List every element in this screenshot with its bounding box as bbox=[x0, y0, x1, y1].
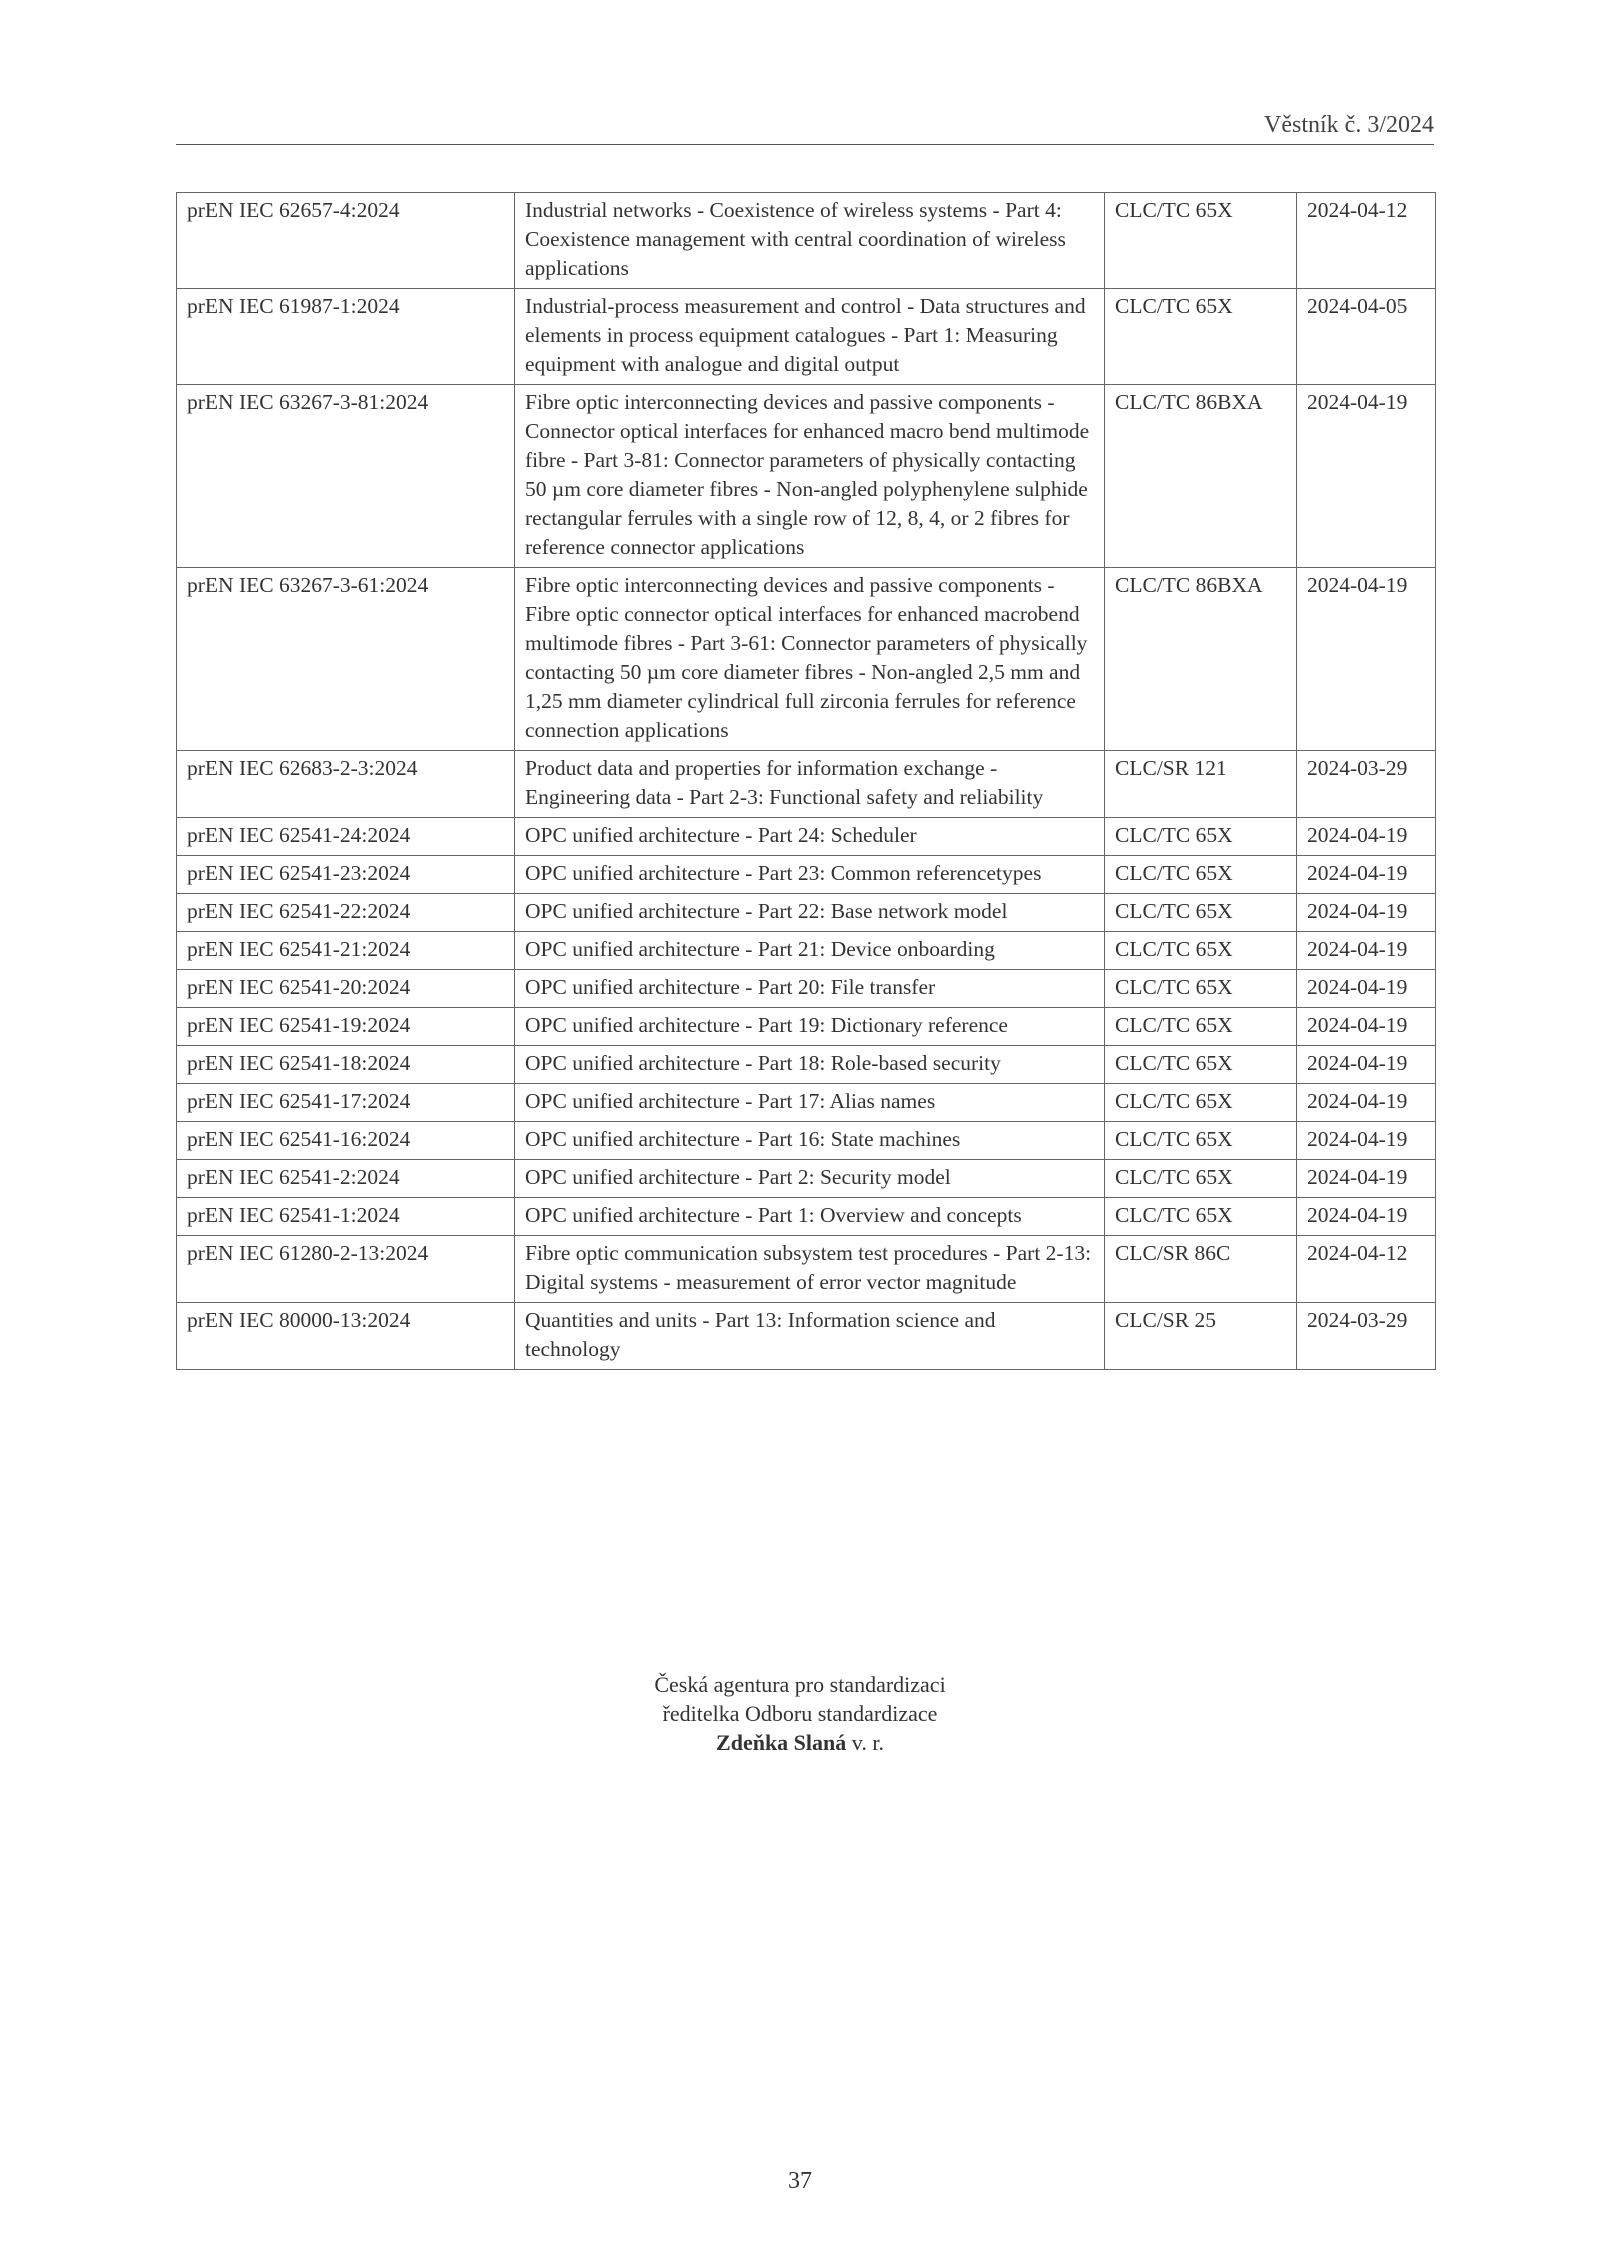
standard-code-cell: prEN IEC 61987-1:2024 bbox=[177, 289, 515, 385]
table-row bbox=[177, 1198, 1436, 1236]
standard-title-cell: OPC unified architecture - Part 22: Base network model bbox=[515, 894, 1105, 932]
committee-cell: CLC/TC 65X bbox=[1105, 970, 1297, 1008]
table-row bbox=[177, 751, 1436, 818]
standard-title-cell: Industrial networks - Coexistence of wireless systems - Part 4: Coexistence management with central coordination of wireless applications bbox=[515, 193, 1105, 289]
standard-code-cell: prEN IEC 62683-2-3:2024 bbox=[177, 751, 515, 818]
standard-title-cell: OPC unified architecture - Part 17: Alias names bbox=[515, 1084, 1105, 1122]
signature-block bbox=[0, 1670, 1600, 1757]
table-row bbox=[177, 894, 1436, 932]
standard-code-cell: prEN IEC 62541-22:2024 bbox=[177, 894, 515, 932]
committee-cell: CLC/TC 86BXA bbox=[1105, 568, 1297, 751]
committee-cell: CLC/TC 65X bbox=[1105, 818, 1297, 856]
deadline-date-cell: 2024-04-19 bbox=[1297, 1198, 1436, 1236]
table-row bbox=[177, 1008, 1436, 1046]
standard-title-cell: Fibre optic communication subsystem test procedures - Part 2-13: Digital systems - measurement of error vector magnitude bbox=[515, 1236, 1105, 1303]
standards-table-body bbox=[177, 193, 1436, 1370]
table-row bbox=[177, 289, 1436, 385]
standard-title-cell: OPC unified architecture - Part 18: Role-based security bbox=[515, 1046, 1105, 1084]
table-row bbox=[177, 818, 1436, 856]
table-row bbox=[177, 1084, 1436, 1122]
committee-cell: CLC/TC 65X bbox=[1105, 856, 1297, 894]
committee-cell: CLC/TC 65X bbox=[1105, 932, 1297, 970]
table-row bbox=[177, 1303, 1436, 1370]
committee-cell: CLC/TC 65X bbox=[1105, 1198, 1297, 1236]
table-row bbox=[177, 1160, 1436, 1198]
signature-suffix: v. r. bbox=[846, 1730, 884, 1755]
deadline-date-cell: 2024-04-05 bbox=[1297, 289, 1436, 385]
committee-cell: CLC/SR 121 bbox=[1105, 751, 1297, 818]
deadline-date-cell: 2024-04-19 bbox=[1297, 568, 1436, 751]
standard-title-cell: OPC unified architecture - Part 19: Dictionary reference bbox=[515, 1008, 1105, 1046]
deadline-date-cell: 2024-04-19 bbox=[1297, 970, 1436, 1008]
committee-cell: CLC/TC 65X bbox=[1105, 1046, 1297, 1084]
standard-title-cell: OPC unified architecture - Part 21: Device onboarding bbox=[515, 932, 1105, 970]
signatory-role: ředitelka Odboru standardizace bbox=[662, 1701, 938, 1726]
deadline-date-cell: 2024-04-19 bbox=[1297, 1084, 1436, 1122]
deadline-date-cell: 2024-04-19 bbox=[1297, 894, 1436, 932]
committee-cell: CLC/TC 65X bbox=[1105, 1008, 1297, 1046]
committee-cell: CLC/SR 25 bbox=[1105, 1303, 1297, 1370]
deadline-date-cell: 2024-04-19 bbox=[1297, 1122, 1436, 1160]
table-row bbox=[177, 1236, 1436, 1303]
standard-title-cell: Fibre optic interconnecting devices and passive components - Fibre optic connector optical interfaces for enhanced macrobend multimode fibres - Part 3-61: Connector parameters of physically contacting 50 µm core diameter fibres - Non-angled 2,5 mm and 1,25 mm diameter cylindrical full zirconia ferrules for reference connection applications bbox=[515, 568, 1105, 751]
standard-title-cell: OPC unified architecture - Part 1: Overview and concepts bbox=[515, 1198, 1105, 1236]
standard-code-cell: prEN IEC 62541-2:2024 bbox=[177, 1160, 515, 1198]
standard-code-cell: prEN IEC 62541-1:2024 bbox=[177, 1198, 515, 1236]
standards-table bbox=[176, 192, 1436, 1370]
deadline-date-cell: 2024-04-19 bbox=[1297, 932, 1436, 970]
standard-code-cell: prEN IEC 62541-24:2024 bbox=[177, 818, 515, 856]
header-divider bbox=[176, 144, 1434, 145]
standard-code-cell: prEN IEC 62541-16:2024 bbox=[177, 1122, 515, 1160]
table-row bbox=[177, 385, 1436, 568]
committee-cell: CLC/TC 65X bbox=[1105, 193, 1297, 289]
table-row bbox=[177, 856, 1436, 894]
table-row bbox=[177, 193, 1436, 289]
deadline-date-cell: 2024-04-19 bbox=[1297, 385, 1436, 568]
standard-code-cell: prEN IEC 61280-2-13:2024 bbox=[177, 1236, 515, 1303]
standard-title-cell: OPC unified architecture - Part 2: Security model bbox=[515, 1160, 1105, 1198]
deadline-date-cell: 2024-04-19 bbox=[1297, 1008, 1436, 1046]
standard-code-cell: prEN IEC 63267-3-81:2024 bbox=[177, 385, 515, 568]
table-row bbox=[177, 932, 1436, 970]
deadline-date-cell: 2024-04-19 bbox=[1297, 1160, 1436, 1198]
signatory-line bbox=[0, 1728, 1600, 1757]
committee-cell: CLC/TC 65X bbox=[1105, 1160, 1297, 1198]
standard-code-cell: prEN IEC 62541-20:2024 bbox=[177, 970, 515, 1008]
deadline-date-cell: 2024-04-19 bbox=[1297, 856, 1436, 894]
table-row bbox=[177, 1122, 1436, 1160]
standard-title-cell: OPC unified architecture - Part 24: Scheduler bbox=[515, 818, 1105, 856]
committee-cell: CLC/TC 65X bbox=[1105, 1084, 1297, 1122]
deadline-date-cell: 2024-04-12 bbox=[1297, 1236, 1436, 1303]
standard-code-cell: prEN IEC 62541-17:2024 bbox=[177, 1084, 515, 1122]
standard-title-cell: Industrial-process measurement and control - Data structures and elements in process equipment catalogues - Part 1: Measuring equipment with analogue and digital output bbox=[515, 289, 1105, 385]
table-row bbox=[177, 970, 1436, 1008]
standard-code-cell: prEN IEC 63267-3-61:2024 bbox=[177, 568, 515, 751]
standard-title-cell: OPC unified architecture - Part 20: File transfer bbox=[515, 970, 1105, 1008]
committee-cell: CLC/TC 86BXA bbox=[1105, 385, 1297, 568]
committee-cell: CLC/TC 65X bbox=[1105, 289, 1297, 385]
standard-title-cell: Product data and properties for information exchange - Engineering data - Part 2-3: Functional safety and reliability bbox=[515, 751, 1105, 818]
committee-cell: CLC/SR 86C bbox=[1105, 1236, 1297, 1303]
bulletin-title: Věstník č. 3/2024 bbox=[1264, 112, 1434, 138]
deadline-date-cell: 2024-03-29 bbox=[1297, 751, 1436, 818]
committee-cell: CLC/TC 65X bbox=[1105, 1122, 1297, 1160]
agency-name: Česká agentura pro standardizaci bbox=[654, 1672, 946, 1697]
standard-title-cell: Fibre optic interconnecting devices and passive components - Connector optical interfaces for enhanced macro bend multimode fibre - Part 3-81: Connector parameters of physically contacting 50 µm core diameter fibres - Non-angled polyphenylene sulphide rectangular ferrules with a single row of 12, 8, 4, or 2 fibres for reference connector applications bbox=[515, 385, 1105, 568]
standard-code-cell: prEN IEC 80000-13:2024 bbox=[177, 1303, 515, 1370]
table-row bbox=[177, 1046, 1436, 1084]
committee-cell: CLC/TC 65X bbox=[1105, 894, 1297, 932]
standard-code-cell: prEN IEC 62541-21:2024 bbox=[177, 932, 515, 970]
standard-code-cell: prEN IEC 62657-4:2024 bbox=[177, 193, 515, 289]
table-row bbox=[177, 568, 1436, 751]
deadline-date-cell: 2024-04-19 bbox=[1297, 818, 1436, 856]
standard-title-cell: Quantities and units - Part 13: Information science and technology bbox=[515, 1303, 1105, 1370]
standard-code-cell: prEN IEC 62541-23:2024 bbox=[177, 856, 515, 894]
deadline-date-cell: 2024-04-12 bbox=[1297, 193, 1436, 289]
standard-code-cell: prEN IEC 62541-19:2024 bbox=[177, 1008, 515, 1046]
standard-title-cell: OPC unified architecture - Part 16: State machines bbox=[515, 1122, 1105, 1160]
page-number: 37 bbox=[788, 2168, 812, 2194]
deadline-date-cell: 2024-04-19 bbox=[1297, 1046, 1436, 1084]
deadline-date-cell: 2024-03-29 bbox=[1297, 1303, 1436, 1370]
standard-code-cell: prEN IEC 62541-18:2024 bbox=[177, 1046, 515, 1084]
standard-title-cell: OPC unified architecture - Part 23: Common referencetypes bbox=[515, 856, 1105, 894]
signatory-name: Zdeňka Slaná bbox=[716, 1730, 847, 1755]
